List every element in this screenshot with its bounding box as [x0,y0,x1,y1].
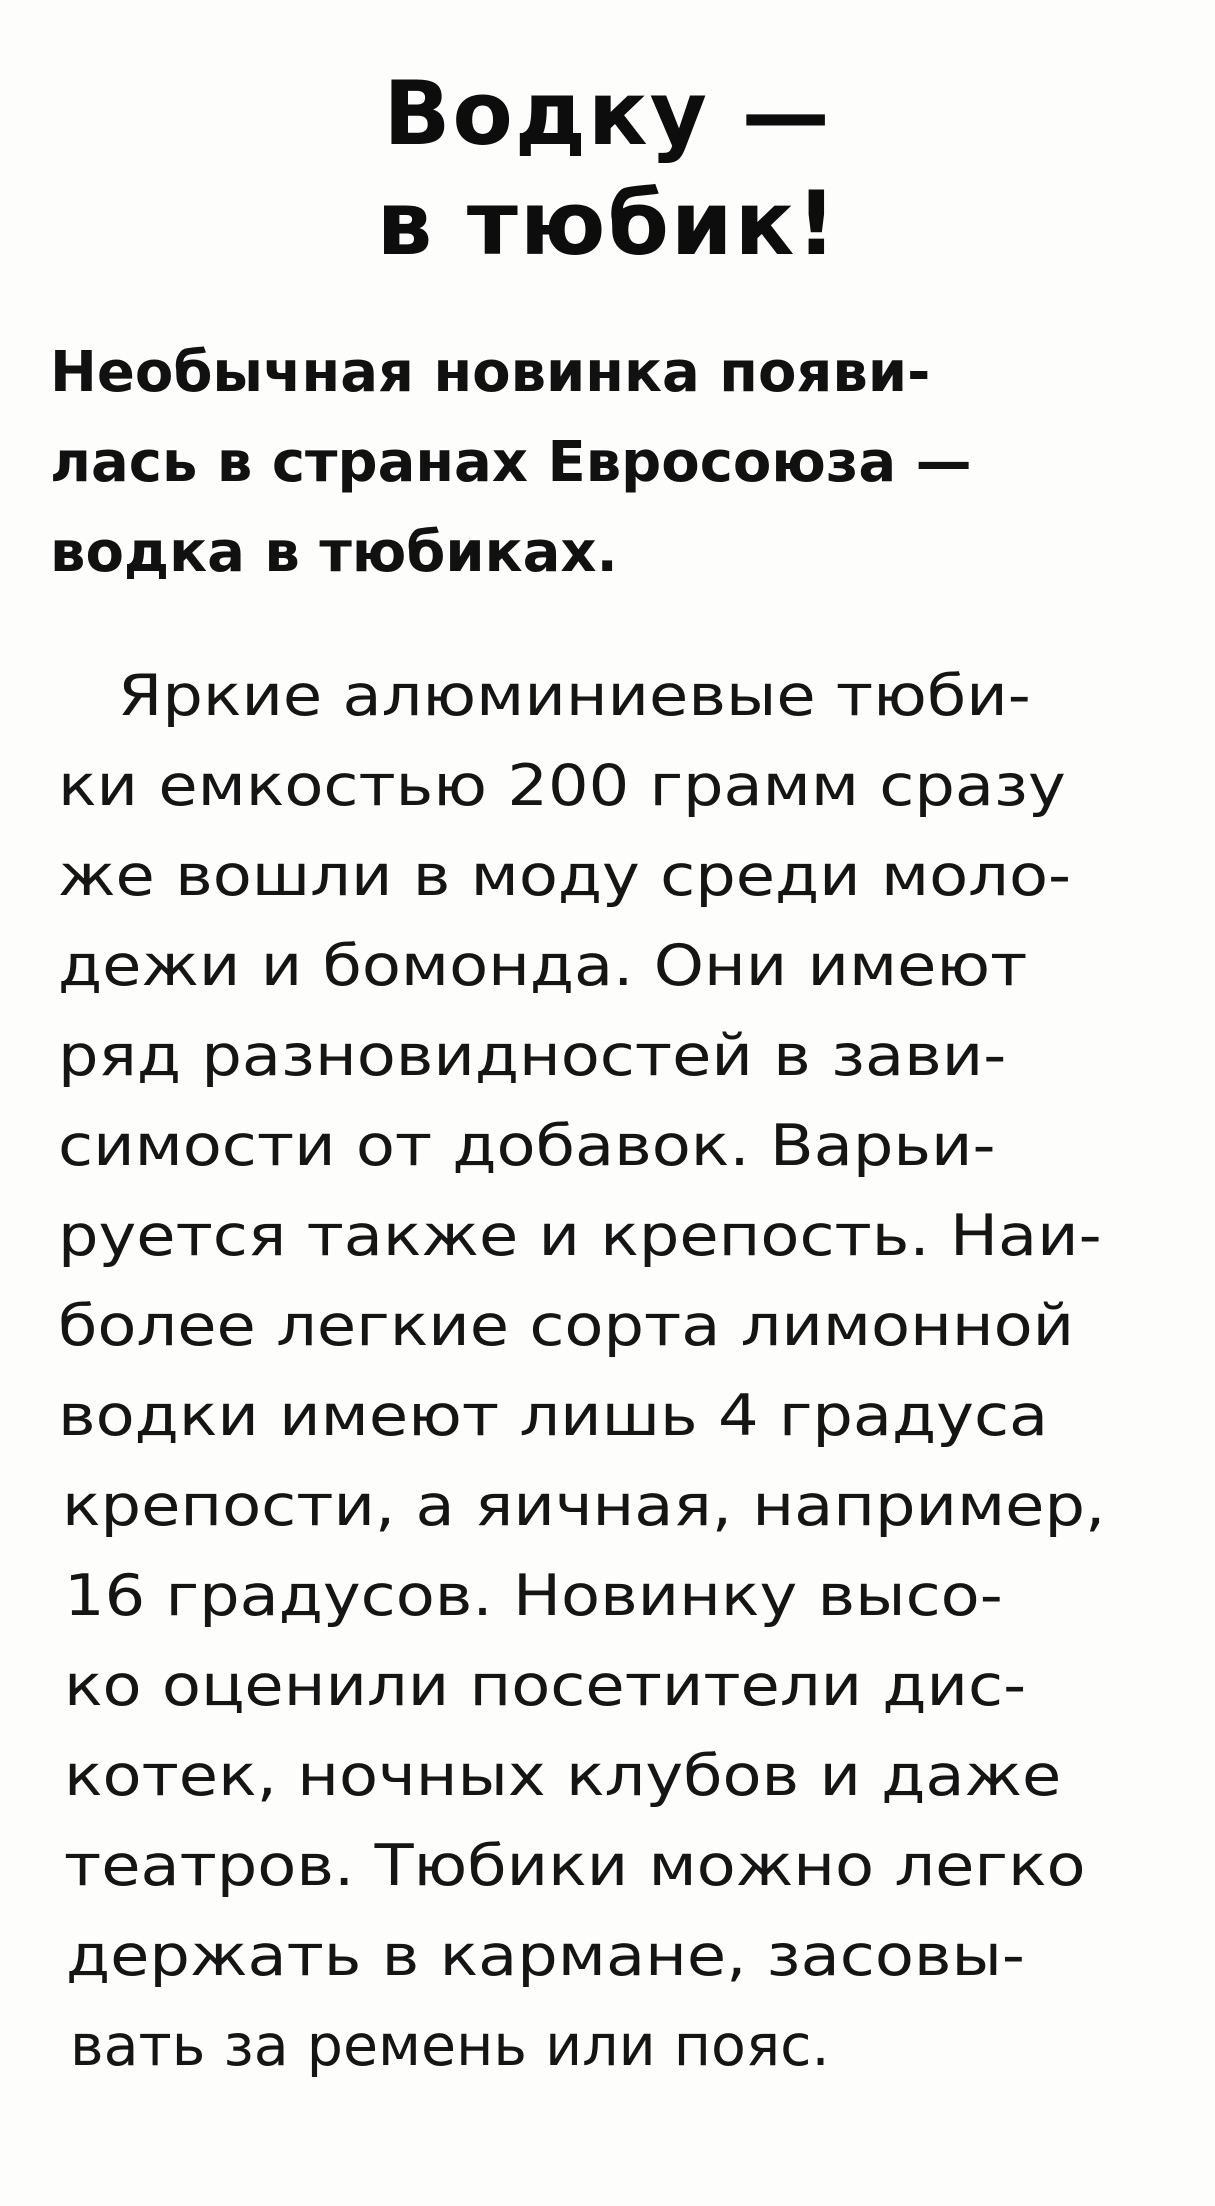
body-line: симости от добавок. Варьи- [58,1113,996,1179]
lead-line-3: водка в тюбиках. [50,520,618,585]
body-line: водки имеют лишь 4 градуса [58,1383,1049,1449]
body-line: дежи и бомонда. Они имеют [58,933,1028,999]
body-line: Яркие алюминиевые тюби- [118,663,1031,729]
headline-line-1: Водку — [383,62,832,165]
body-line: руется также и крепость. Наи- [58,1203,1102,1269]
body-line: 16 градусов. Новинку высо- [64,1563,1003,1629]
body-line: крепости, а яичная, например, [62,1473,1106,1539]
body-line: ряд разновидностей в зави- [58,1023,1007,1089]
body-line: ко оценили посетители дис- [64,1653,1027,1719]
body-line: котек, ночных клубов и даже [64,1743,1062,1809]
lead-line-2: лась в странах Евросоюза — [50,430,972,495]
body-line: более легкие сорта лимонной [58,1293,1075,1359]
body-line: же вошли в моду среди моло- [58,843,1072,909]
body-line: держать в кармане, засовы- [66,1923,1025,1989]
body-line: вать за ремень или пояс. [70,2013,830,2079]
headline-line-2: в тюбик! [376,172,839,275]
body-line: ки емкостью 200 грамм сразу [58,753,1066,819]
body-line: театров. Тюбики можно легко [64,1833,1086,1899]
lead-line-1: Необычная новинка появи- [50,340,931,405]
